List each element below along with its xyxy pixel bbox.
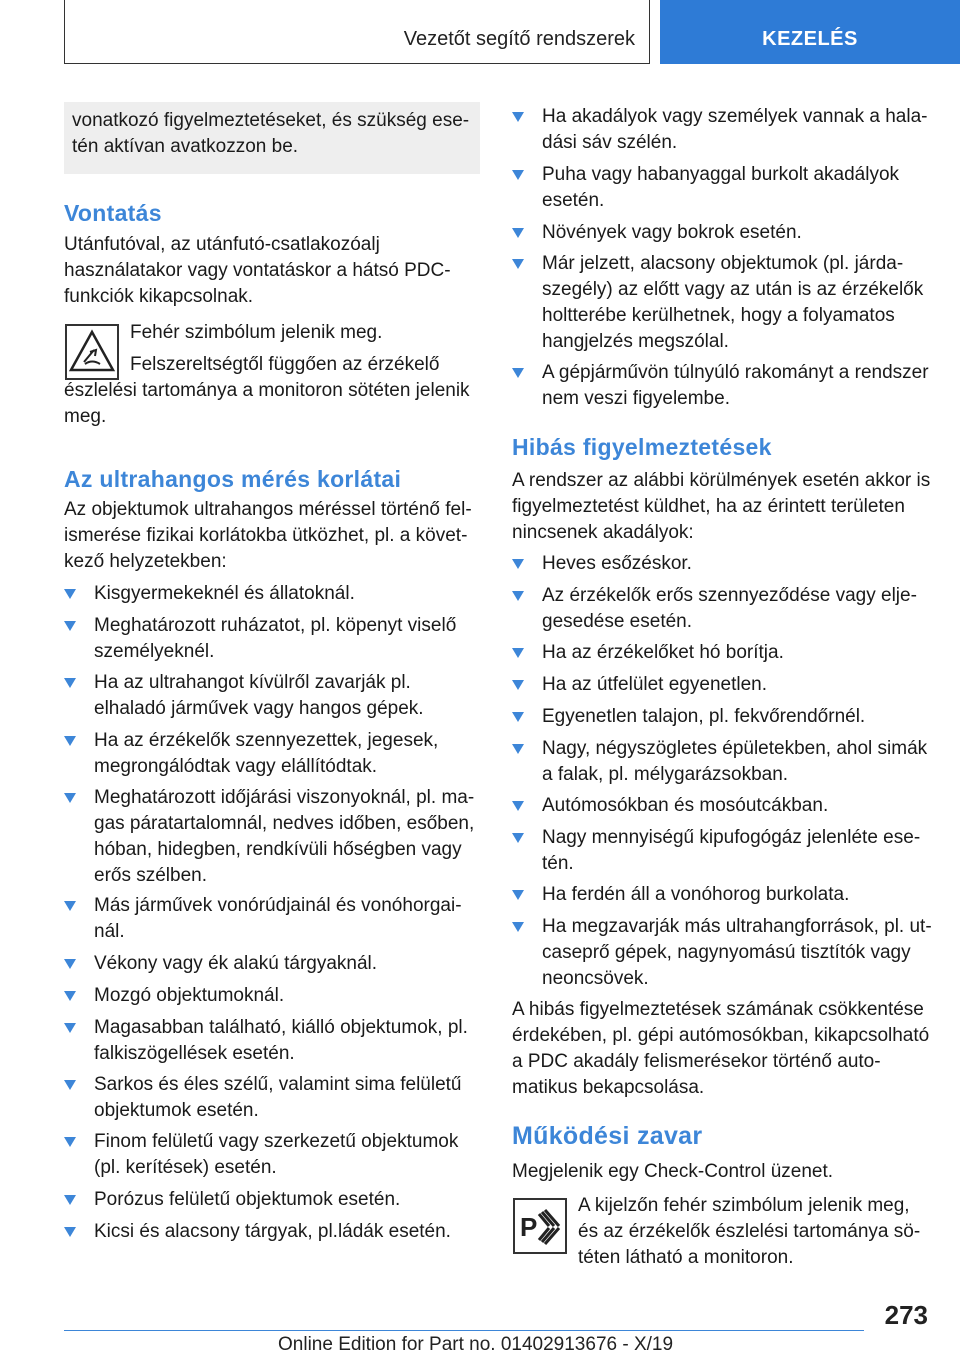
bullet-icon <box>512 368 524 378</box>
list-item: Kisgyermekeknél és állatoknál. <box>64 581 480 607</box>
bullet-icon <box>64 901 76 911</box>
bullet-icon <box>512 591 524 601</box>
page-number: 273 <box>884 1300 928 1330</box>
bullet-icon <box>512 559 524 569</box>
bullet-icon <box>64 1137 76 1147</box>
bullet-icon <box>512 744 524 754</box>
towing-icon-text-1: Fehér szimbólum jelenik meg. <box>130 322 383 343</box>
list-item: Porózus felületű objektumok esetén. <box>64 1187 480 1213</box>
list-item: Meghatározott ruházatot, pl. köpenyt viselő személyeknél. <box>64 613 480 665</box>
list-item: Más járművek vonórúdjainál és vonóhorgainál. <box>64 893 480 945</box>
bullet-icon <box>512 801 524 811</box>
bullet-icon <box>64 1080 76 1090</box>
list-item: Sarkos és éles szélű, valamint sima felületű objektumok esetén. <box>64 1072 480 1124</box>
list-item: Ha az érzékelőket hó borítja. <box>512 640 932 666</box>
list-item: Autómosókban és mosóutcákban. <box>512 793 932 819</box>
towing-heading: Vontatás <box>64 200 162 226</box>
bullet-icon <box>512 259 524 269</box>
bullet-icon <box>64 589 76 599</box>
list-item: Ha megzavarják más ultrahangforrások, pl. utcaseprő gépek, nagynyomású tisztítók vagy neoncsövek. <box>512 914 932 992</box>
false-warnings-heading: Hibás figyelmeztetések <box>512 434 772 460</box>
list-item: Mozgó objektumoknál. <box>64 983 480 1009</box>
bullet-icon <box>64 678 76 688</box>
bullet-icon <box>512 648 524 658</box>
list-item: Ha akadályok vagy személyek vannak a haladási sáv szélén. <box>512 104 932 156</box>
footer-edition: Online Edition for Part no. 01402913676 - X/19 <box>278 1334 674 1355</box>
bullet-icon <box>64 1227 76 1237</box>
list-item: Ha az ultrahangot kívülről zavarják pl. elhaladó járművek vagy hangos gépek. <box>64 670 480 722</box>
list-item: Az érzékelők erős szennyeződése vagy eljegesedése esetén. <box>512 583 932 635</box>
header-box <box>64 0 650 64</box>
bullet-icon <box>64 793 76 803</box>
svg-text:P: P <box>520 1212 538 1242</box>
bullet-icon <box>512 922 524 932</box>
false-warnings-outro: A hibás figyelmeztetések számának csökkentése érdekében, pl. gépi autómosókban, kikapcsolható a PDC akadály felismerésekor történő automatikus bekapcsolása. <box>512 999 930 1098</box>
bullet-icon <box>512 112 524 122</box>
malfunction-heading: Működési zavar <box>512 1122 703 1150</box>
bullet-icon <box>512 712 524 722</box>
towing-icon-text-2: Felszereltségtől függően az érzékelő észlelési tartománya a monitoron sötéten jelenik meg. <box>64 354 470 427</box>
bullet-icon <box>64 959 76 969</box>
header-chapter-tab: KEZELÉS <box>660 0 960 64</box>
header-section-title: Vezetőt segítő rendszerek <box>403 28 635 50</box>
note-box: vonatkozó figyelmeztetéseket, és szükség esetén aktívan avatkozzon be. <box>64 102 480 174</box>
bullet-icon <box>64 736 76 746</box>
bullet-icon <box>64 1195 76 1205</box>
list-item: Puha vagy habanyaggal burkolt akadályok esetén. <box>512 162 932 214</box>
bullet-icon <box>512 890 524 900</box>
list-item: Ha az érzékelők szennyezettek, jegesek, megrongálódtak vagy elállítódtak. <box>64 728 480 780</box>
bullet-icon <box>512 833 524 843</box>
limits-heading: Az ultrahangos mérés korlátai <box>64 466 402 492</box>
list-item: Már jelzett, alacsony objektumok (pl. járdaszegély) az előtt vagy az után is az érzékelők holtterébe kerülhetnek, hogy a folyamatos hangjelzés megszólal. <box>512 251 932 355</box>
bullet-icon <box>64 1023 76 1033</box>
bullet-icon <box>512 228 524 238</box>
limits-intro: Az objektumok ultrahangos méréssel történő felismerése fizikai korlátokba ütközhet, pl. a következő helyzetekben: <box>64 499 472 572</box>
list-item: Növények vagy bokrok esetén. <box>512 220 932 246</box>
bullet-icon <box>64 621 76 631</box>
bullet-icon <box>512 170 524 180</box>
list-item: Heves esőzéskor. <box>512 551 932 577</box>
footer-divider <box>64 1330 864 1331</box>
list-item: Nagy, négyszögletes épületekben, ahol simák a falak, pl. mélygarázsokban. <box>512 736 932 788</box>
list-item: Magasabban található, kiálló objektumok, pl. falkiszögellések esetén. <box>64 1015 480 1067</box>
list-item: Kicsi és alacsony tárgyak, pl.ládák esetén. <box>64 1219 480 1245</box>
list-item: Nagy mennyiségű kipufogógáz jelenléte esetén. <box>512 825 932 877</box>
list-item: A gépjárművön túlnyúló rakományt a rendszer nem veszi figyelembe. <box>512 360 932 412</box>
bullet-icon <box>64 991 76 1001</box>
list-item: Vékony vagy ék alakú tárgyaknál. <box>64 951 480 977</box>
list-item: Meghatározott időjárási viszonyoknál, pl. magas páratartalomnál, nedves időben, esőben, hóban, hidegben, rendkívüli hőségben vagy erős szélben. <box>64 785 480 889</box>
malfunction-icon-text: A kijelzőn fehér szimbólum jelenik meg, és az érzékelők észlelési tartománya sötéten látható a monitoron. <box>578 1195 921 1268</box>
list-item: Ha ferdén áll a vonóhorog burkolata. <box>512 882 932 908</box>
malfunction-text: Megjelenik egy Check-Control üzenet. <box>512 1161 834 1182</box>
bullet-icon <box>512 680 524 690</box>
towing-text: Utánfutóval, az utánfutó-csatlakozóalj használatakor vagy vontatáskor a hátsó PDC-funkciók kikapcsolnak. <box>64 234 451 307</box>
list-item: Finom felületű vagy szerkezetű objektumok (pl. kerítések) esetén. <box>64 1129 480 1181</box>
false-warnings-intro: A rendszer az alábbi körülmények esetén akkor is figyelmeztetést küldhet, ha az érintett területen nincsenek akadályok: <box>512 470 931 543</box>
park-distance-sensor-icon <box>513 1198 567 1254</box>
list-item: Ha az útfelület egyenetlen. <box>512 672 932 698</box>
list-item: Egyenetlen talajon, pl. fekvőrendőrnél. <box>512 704 932 730</box>
